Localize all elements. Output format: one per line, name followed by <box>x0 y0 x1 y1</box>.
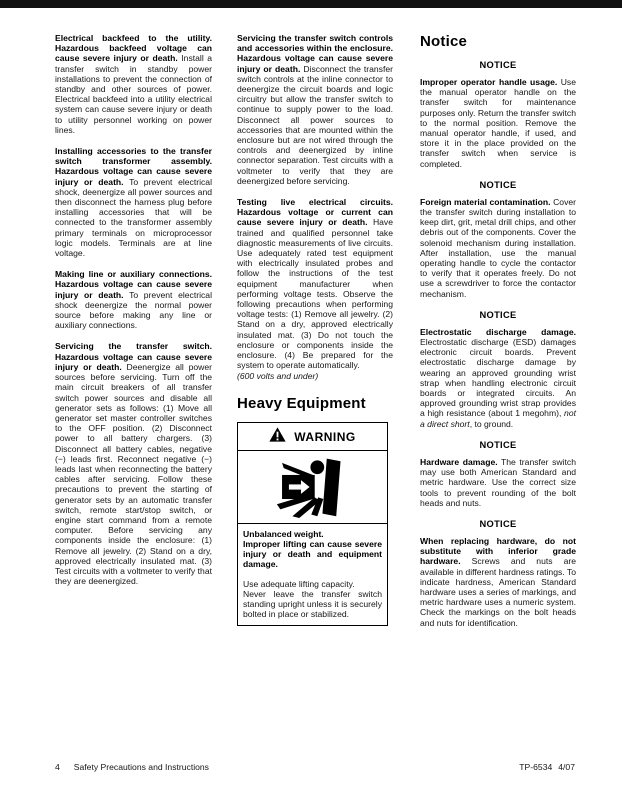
safety-paragraph-installing-accessories <box>55 146 212 258</box>
notice-paragraph-replacing-hardware <box>420 536 576 628</box>
notice-paragraph-foreign-material <box>420 197 576 299</box>
paragraph-body-after: , to ground. <box>469 418 514 429</box>
notice-paragraph-electrostatic-discharge <box>420 327 576 429</box>
paragraph-lead: Foreign material contamination. <box>420 196 551 207</box>
paragraph-lead: Installing accessories to the transfer switch transformer assembly. Hazardous voltage can cause severe injury or death. <box>55 146 212 187</box>
paragraph-body: To prevent electrical shock deenergize the normal power source before making any line or auxiliary connections. <box>55 289 212 331</box>
paragraph-lead: When replacing hardware, do not substitute with inferior grade hardware. <box>420 535 576 567</box>
paragraph-body: Have trained and qualified personnel take diagnostic measurements of live circuits. Use adequately rated test equipment with electrically insulated probes and follow the instructions of the test equipment manufacturer when performing voltage tests. Observe the following precautions when performing voltage tests: (1) Remove all jewelry. (2) Stand on a dry, approved electrically insulated mat. (3) Do not touch the enclosure or components inside the enclosure. (4) Be prepared for the system to operate automatically. <box>237 217 393 371</box>
warning-box-text <box>238 524 387 626</box>
left-column <box>55 33 212 597</box>
notice-block-header: NOTICE <box>479 439 517 450</box>
safety-paragraph-servicing-controls <box>237 33 393 186</box>
page-footer <box>55 762 575 772</box>
safety-paragraph-testing-circuits <box>237 197 393 370</box>
warning-body-line: Use adequate lifting capacity. Never leave the transfer switch standing upright unless it is securely bolted in place or stabilized. <box>243 578 382 620</box>
paragraph-lead: Improper operator handle usage. <box>420 77 558 87</box>
right-column <box>420 33 576 639</box>
notice-block-header: NOTICE <box>479 518 517 529</box>
notice-paragraph-hardware-damage <box>420 457 576 508</box>
warning-triangle-icon <box>269 427 286 447</box>
paragraph-body: Deenergize all power sources before servicing. Turn off the main circuit breakers of all transfer switch power sources and disable all generator sets as follows: (1) Move all generator set master controller switches to the OFF position. (2) Disconnect power to all battery chargers. (3) Disconnect all battery cables, negative (−) leads first. Reconnect negative (−) leads last when reconnecting the battery cables after servicing. Follow these precautions to prevent the starting of generator sets by an automatic transfer switch, remote start/stop switch, or engine start command from a remote computer. Before servicing any components inside the enclosure: (1) Remove all jewelry. (2) Stand on a dry, approved electrically insulated mat. (3) Test circuits with a voltmeter to verify that they are deenergized. <box>55 361 212 587</box>
paragraph-lead: Making line or auxiliary connections. Hazardous voltage can cause severe injury or death. <box>55 269 212 300</box>
crush-hazard-icon <box>238 451 387 524</box>
section-heading-notice: Notice <box>420 33 468 50</box>
paragraph-body: Screws and nuts are available in different hardness ratings. To indicate hardness, American Standard hardware uses a series of markings, and metric hardware uses a numeric system. Check the markings on the bolt heads and nuts for identification. <box>420 556 577 628</box>
footer-title: Safety Precautions and Instructions <box>73 762 209 772</box>
warning-box <box>237 422 388 627</box>
paragraph-body: Install a transfer switch in standby power installations to prevent the connection of standby and other sources of power. Electrical backfeed into a utility electrical system can cause severe injury or death to utility personnel working on power lines. <box>55 53 212 135</box>
warning-bold-line: Unbalanced weight. <box>243 528 324 539</box>
notice-block-header: NOTICE <box>479 309 517 320</box>
paragraph-lead: Testing live electrical circuits. Hazardous voltage or current can cause severe injury or death. <box>237 197 393 228</box>
section-heading-heavy-equipment: Heavy Equipment <box>237 394 366 412</box>
safety-paragraph-electrical-backfeed <box>55 33 212 135</box>
paragraph-body: Cover the transfer switch during installation to keep dirt, grit, metal drill chips, and other debris out of the components. Cover the solenoid mechanism during installation. After installation, use the manual operating handle to cycle the contactor to verify that it operates freely. Do not use a screwdriver to force the contactor mechanism. <box>420 196 577 299</box>
safety-paragraph-making-connections <box>55 269 212 330</box>
notice-paragraph-operator-handle <box>420 77 576 169</box>
voltage-note: (600 volts and under) <box>237 370 319 381</box>
doc-date: 4/07 <box>558 762 575 772</box>
paragraph-body: Use the manual operator handle on the transfer switch for maintenance purposes only. Return the transfer switch to the normal position. Remove the manual operator handle, if used, and store it in the place provided on the transfer switch when service is completed. <box>420 77 576 169</box>
doc-number: TP-6534 <box>519 762 553 772</box>
warning-box-header <box>238 423 387 451</box>
warning-bold-line: Improper lifting can cause severe injury or death and equipment damage. <box>243 538 382 570</box>
paragraph-italic: not a direct short <box>420 408 576 429</box>
middle-column <box>237 33 393 626</box>
paragraph-body: Disconnect the transfer switch controls at the inline connector to deenergize the circuit boards and logic circuitry but allow the transfer switch to continue to supply power to the load. Disconnect all power sources to accessories that are mounted within the enclosure but are not wired through the controls and deenergized by inline connector separation. Test circuits with a voltmeter to verify that they are deenergized before servicing. <box>237 63 394 186</box>
page-top-border <box>0 0 622 8</box>
paragraph-lead: Servicing the transfer switch. Hazardous voltage can cause severe injury or death. <box>55 341 212 372</box>
paragraph-lead: Electrical backfeed to the utility. Hazardous backfeed voltage can cause severe injury or death. <box>55 33 212 64</box>
notice-block-header: NOTICE <box>479 179 517 190</box>
warning-label: WARNING <box>294 429 356 444</box>
paragraph-body: Electrostatic discharge (ESD) damages electronic circuit boards. Prevent electrostatic discharge damage by wearing an approved grounding wrist strap when handling electronic circuit boards or integrated circuits. An approved grounding wrist strap provides a high resistance (about 1 megohm), <box>420 337 576 419</box>
paragraph-lead: Electrostatic discharge damage. <box>420 326 576 337</box>
page-number: 4 <box>55 762 60 772</box>
paragraph-body: To prevent electrical shock, deenergize all power sources and then disconnect the harness plug before installing accessories that will be connected to the transformer assembly primary terminals on microprocessor logic models. Terminals are at line voltage. <box>55 176 212 259</box>
paragraph-body: The transfer switch may use both American Standard and metric hardware. Use the correct size tools to prevent rounding of the bolt heads and nuts. <box>420 456 576 508</box>
paragraph-lead: Servicing the transfer switch controls and accessories within the enclosure. Hazardous voltage can cause severe injury or death. <box>237 33 393 74</box>
paragraph-lead: Hardware damage. <box>420 456 498 467</box>
safety-paragraph-servicing-switch <box>55 341 212 586</box>
notice-block-header: NOTICE <box>479 60 517 70</box>
